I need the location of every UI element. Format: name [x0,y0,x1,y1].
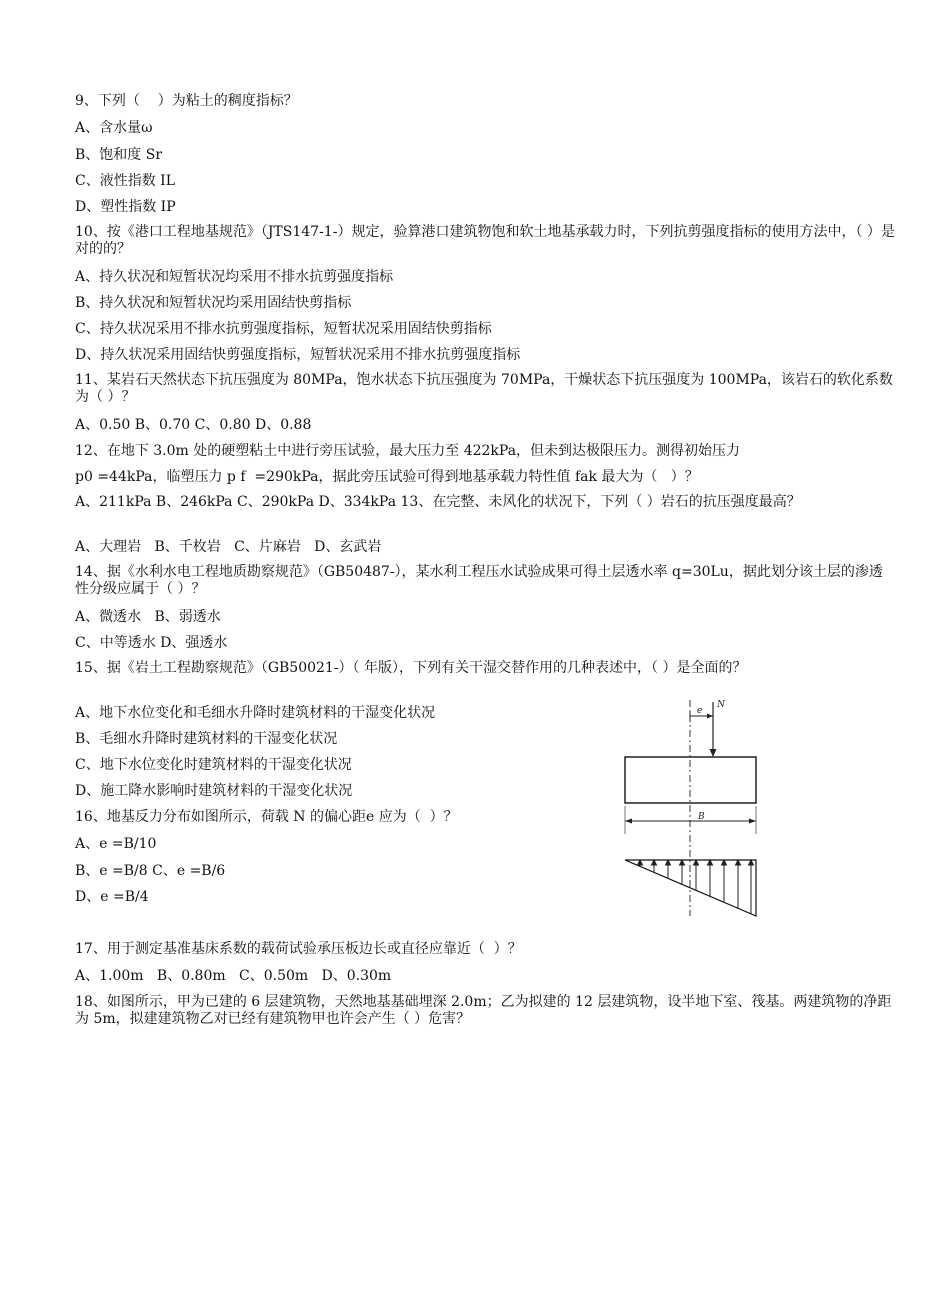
q14-options-cd: C、中等透水 D、强透水 [75,635,228,651]
q16-option-d: D、e =B/4 [75,889,149,905]
q10-option-b: B、持久状况和短暂状况均采用固结快剪指标 [75,295,352,311]
figure-width-arrow-right [749,819,756,824]
q12-stem-line1: 12、在地下 3.0m 处的硬塑粘土中进行旁压试验，最大压力至 422kPa，但未到达极限压力。测得初始压力 [75,443,741,459]
figure-width-arrow-left [625,819,632,824]
q16-option-bc: B、e =B/8 C、e =B/6 [75,863,226,879]
q17-options: A、1.00m B、0.80m C、0.50m D、0.30m [75,968,392,984]
q17-stem: 17、用于测定基准基床系数的载荷试验承压板边长或直径应靠近（ ）？ [75,941,522,957]
q11-options: A、0.50 B、0.70 C、0.80 D、0.88 [75,417,312,433]
q10-option-d: D、持久状况采用固结快剪强度指标，短暂状况采用不排水抗剪强度指标 [75,347,521,363]
q15-option-d: D、施工降水影响时建筑材料的干湿变化状况 [75,783,353,799]
q18-stem: 18、如图所示，甲为已建的 6 层建筑物，天然地基基础埋深 2.0m；乙为拟建的 12 层建筑物，设半地下室、筏基。两建筑物的净距为 5m，拟建建筑物乙对已经有建筑物甲也许会产生（ ）危害？ [75,994,892,1027]
q9-stem: 9、下列（ ）为粘土的稠度指标？ [75,93,298,109]
q9-option-a: A、含水量ω [75,120,153,136]
figure-label-b: B [698,812,705,822]
figure-load-arrow [710,749,717,757]
figure-label-n: N [717,700,725,710]
q12-options-q13-stem: A、211kPa B、246kPa C、290kPa D、334kPa 13、在完整、未风化的状况下，下列（ ）岩石的抗压强度最高？ [75,494,801,510]
figure-label-e: e [697,706,703,716]
q10-option-a: A、持久状况和短暂状况均采用不排水抗剪强度指标 [75,269,394,285]
q9-option-d: D、塑性指数 IP [75,199,176,215]
figure-ecc-arrow [707,714,713,719]
q15-option-b: B、毛细水升降时建筑材料的干湿变化状况 [75,731,338,747]
q10-stem: 10、按《港口工程地基规范》（JTS147-1-）规定，验算港口建筑物饱和软土地基承载力时，下列抗剪强度指标的使用方法中，（ ）是对的的？ [75,224,895,257]
q11-stem: 11、某岩石天然状态下抗压强度为 80MPa，饱水状态下抗压强度为 70MPa，干燥状态下抗压强度为 100MPa，该岩石的软化系数为（ ）？ [75,372,893,405]
q16-option-a: A、e =B/10 [75,836,157,852]
q13-options: A、大理岩 B、千枚岩 C、片麻岩 D、玄武岩 [75,539,382,555]
q14-stem: 14、据《水利水电工程地质勘察规范》（GB50487-），某水利工程压水试验成果可得土层透水率 q=30Lu，据此划分该土层的渗透性分级应属于（ ）？ [75,564,883,597]
q15-stem: 15、据《岩土工程勘察规范》（GB50021-）（ 年版），下列有关干湿交替作用的几种表述中，（ ）是全面的？ [75,660,747,676]
q14-options-ab: A、微透水 B、弱透水 [75,609,221,625]
foundation-reaction-figure [618,694,778,920]
q12-stem-line2: p0 =44kPa，临塑压力 p f =290kPa，据此旁压试验可得到地基承载力特性值 fak 最大为（ ）？ [75,469,699,485]
q9-option-b: B、饱和度 Sr [75,147,163,163]
q15-option-c: C、地下水位变化时建筑材料的干湿变化状况 [75,757,352,773]
q15-option-a: A、地下水位变化和毛细水升降时建筑材料的干湿变化状况 [75,705,436,721]
figure-reaction-arrows [638,860,754,914]
q10-option-c: C、持久状况采用不排水抗剪强度指标，短暂状况采用固结快剪指标 [75,321,492,337]
q9-option-c: C、液性指数 IL [75,173,175,189]
q16-stem: 16、地基反力分布如图所示，荷载 N 的偏心距e 应为（ ）？ [75,809,458,825]
